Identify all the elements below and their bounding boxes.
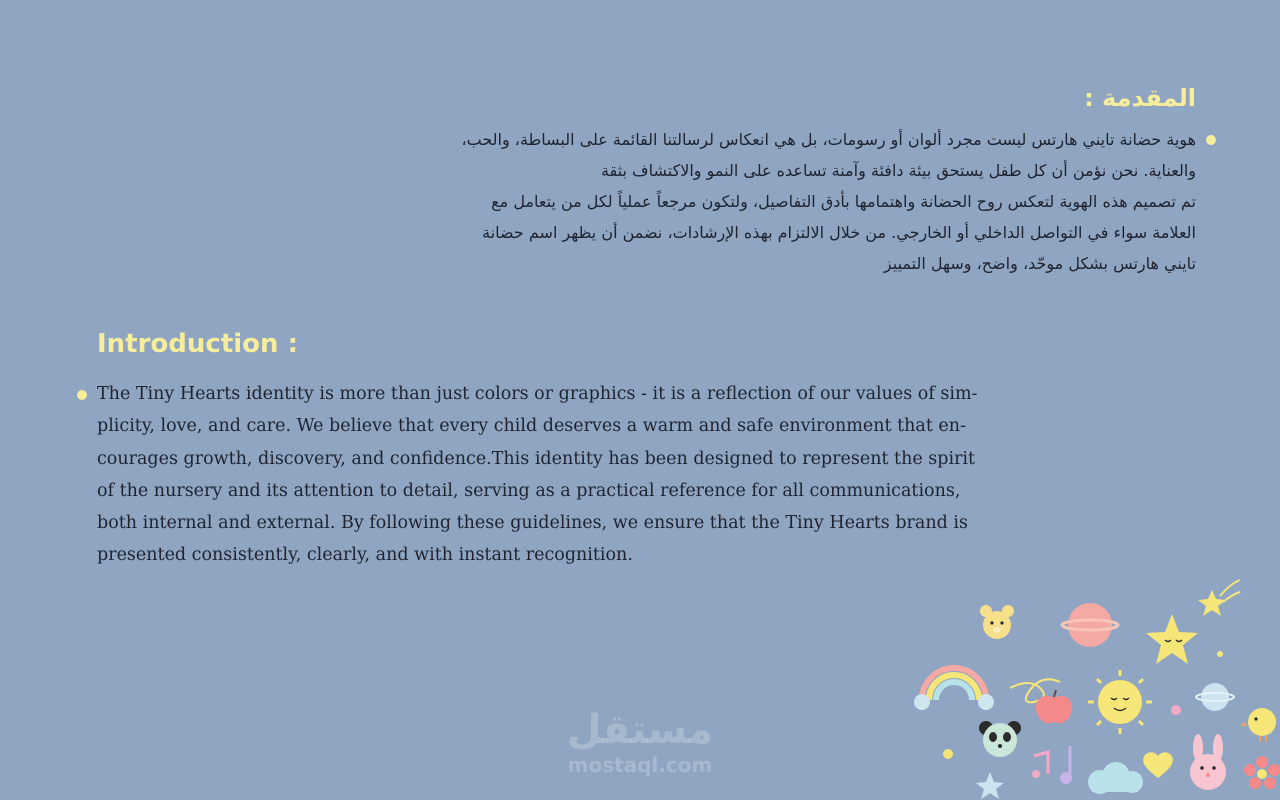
arabic-paragraph bbox=[356, 124, 1196, 279]
arabic-line: هوية حضانة تايني هارتس ليست مجرد ألوان أو رسومات، بل هي انعكاس لرسالتنا القائمة على البساطة، والحب، bbox=[461, 130, 1196, 149]
arabic-line: العلامة سواء في التواصل الداخلي أو الخارجي. من خلال الالتزام بهذه الإرشادات، نضمن أن يظهر اسم حضانة bbox=[482, 223, 1196, 242]
english-section bbox=[97, 324, 1037, 572]
english-line: both internal and external. By following these guidelines, we ensure that the Tiny Hearts brand is bbox=[97, 513, 968, 534]
apple-icon bbox=[1036, 690, 1073, 723]
english-line: plicity, love, and care. We believe that every child deserves a warm and safe environment that en- bbox=[97, 416, 966, 437]
english-line: of the nursery and its attention to detail, serving as a practical reference for all communications, bbox=[97, 480, 961, 501]
star-icon bbox=[976, 772, 1004, 799]
heart-icon bbox=[1143, 752, 1173, 778]
bullet-icon bbox=[1206, 135, 1216, 145]
cloud-icon bbox=[1088, 762, 1143, 794]
planet-icon bbox=[1062, 603, 1118, 647]
sun-icon bbox=[1088, 670, 1152, 734]
arabic-section bbox=[356, 80, 1196, 279]
panda-icon bbox=[979, 721, 1021, 757]
planet-icon bbox=[1196, 683, 1234, 711]
shooting-star-icon bbox=[1198, 580, 1240, 616]
arabic-line: تم تصميم هذه الهوية لتعكس روح الحضانة واهتمامها بأدق التفاصيل، ولتكون مرجعاً عملياً لكل من يتعامل مع bbox=[491, 192, 1196, 211]
rainbow-icon bbox=[914, 668, 994, 710]
english-line: The Tiny Hearts identity is more than just colors or graphics - it is a reflection of our values of sim- bbox=[97, 384, 978, 404]
english-title: Introduction : bbox=[97, 329, 298, 359]
english-line: courages growth, discovery, and confidence.This identity has been designed to represent the spirit bbox=[97, 448, 976, 469]
watermark-latin: mostaql.com bbox=[567, 753, 713, 777]
star-icon bbox=[1146, 614, 1198, 664]
arabic-line: تايني هارتس بشكل موحّد، واضح، وسهل التمييز bbox=[883, 254, 1196, 273]
chick-icon bbox=[1240, 708, 1276, 742]
flower-icon bbox=[1244, 756, 1280, 789]
watermark-arabic: مستقل bbox=[566, 707, 714, 753]
english-line: presented consistently, clearly, and with instant recognition. bbox=[97, 545, 633, 566]
music-note-icon bbox=[1032, 746, 1072, 784]
arabic-line: والعناية. نحن نؤمن أن كل طفل يستحق بيئة دافئة وآمنة تساعده على النمو والاكتشاف بثقة bbox=[601, 161, 1196, 180]
bear-icon bbox=[980, 605, 1014, 639]
bullet-icon bbox=[77, 390, 87, 400]
bunny-icon bbox=[1190, 734, 1226, 790]
decorative-illustrations bbox=[900, 570, 1280, 800]
arabic-title: المقدمة : bbox=[1084, 84, 1196, 112]
english-paragraph bbox=[97, 378, 1037, 572]
watermark-logo bbox=[560, 706, 720, 776]
